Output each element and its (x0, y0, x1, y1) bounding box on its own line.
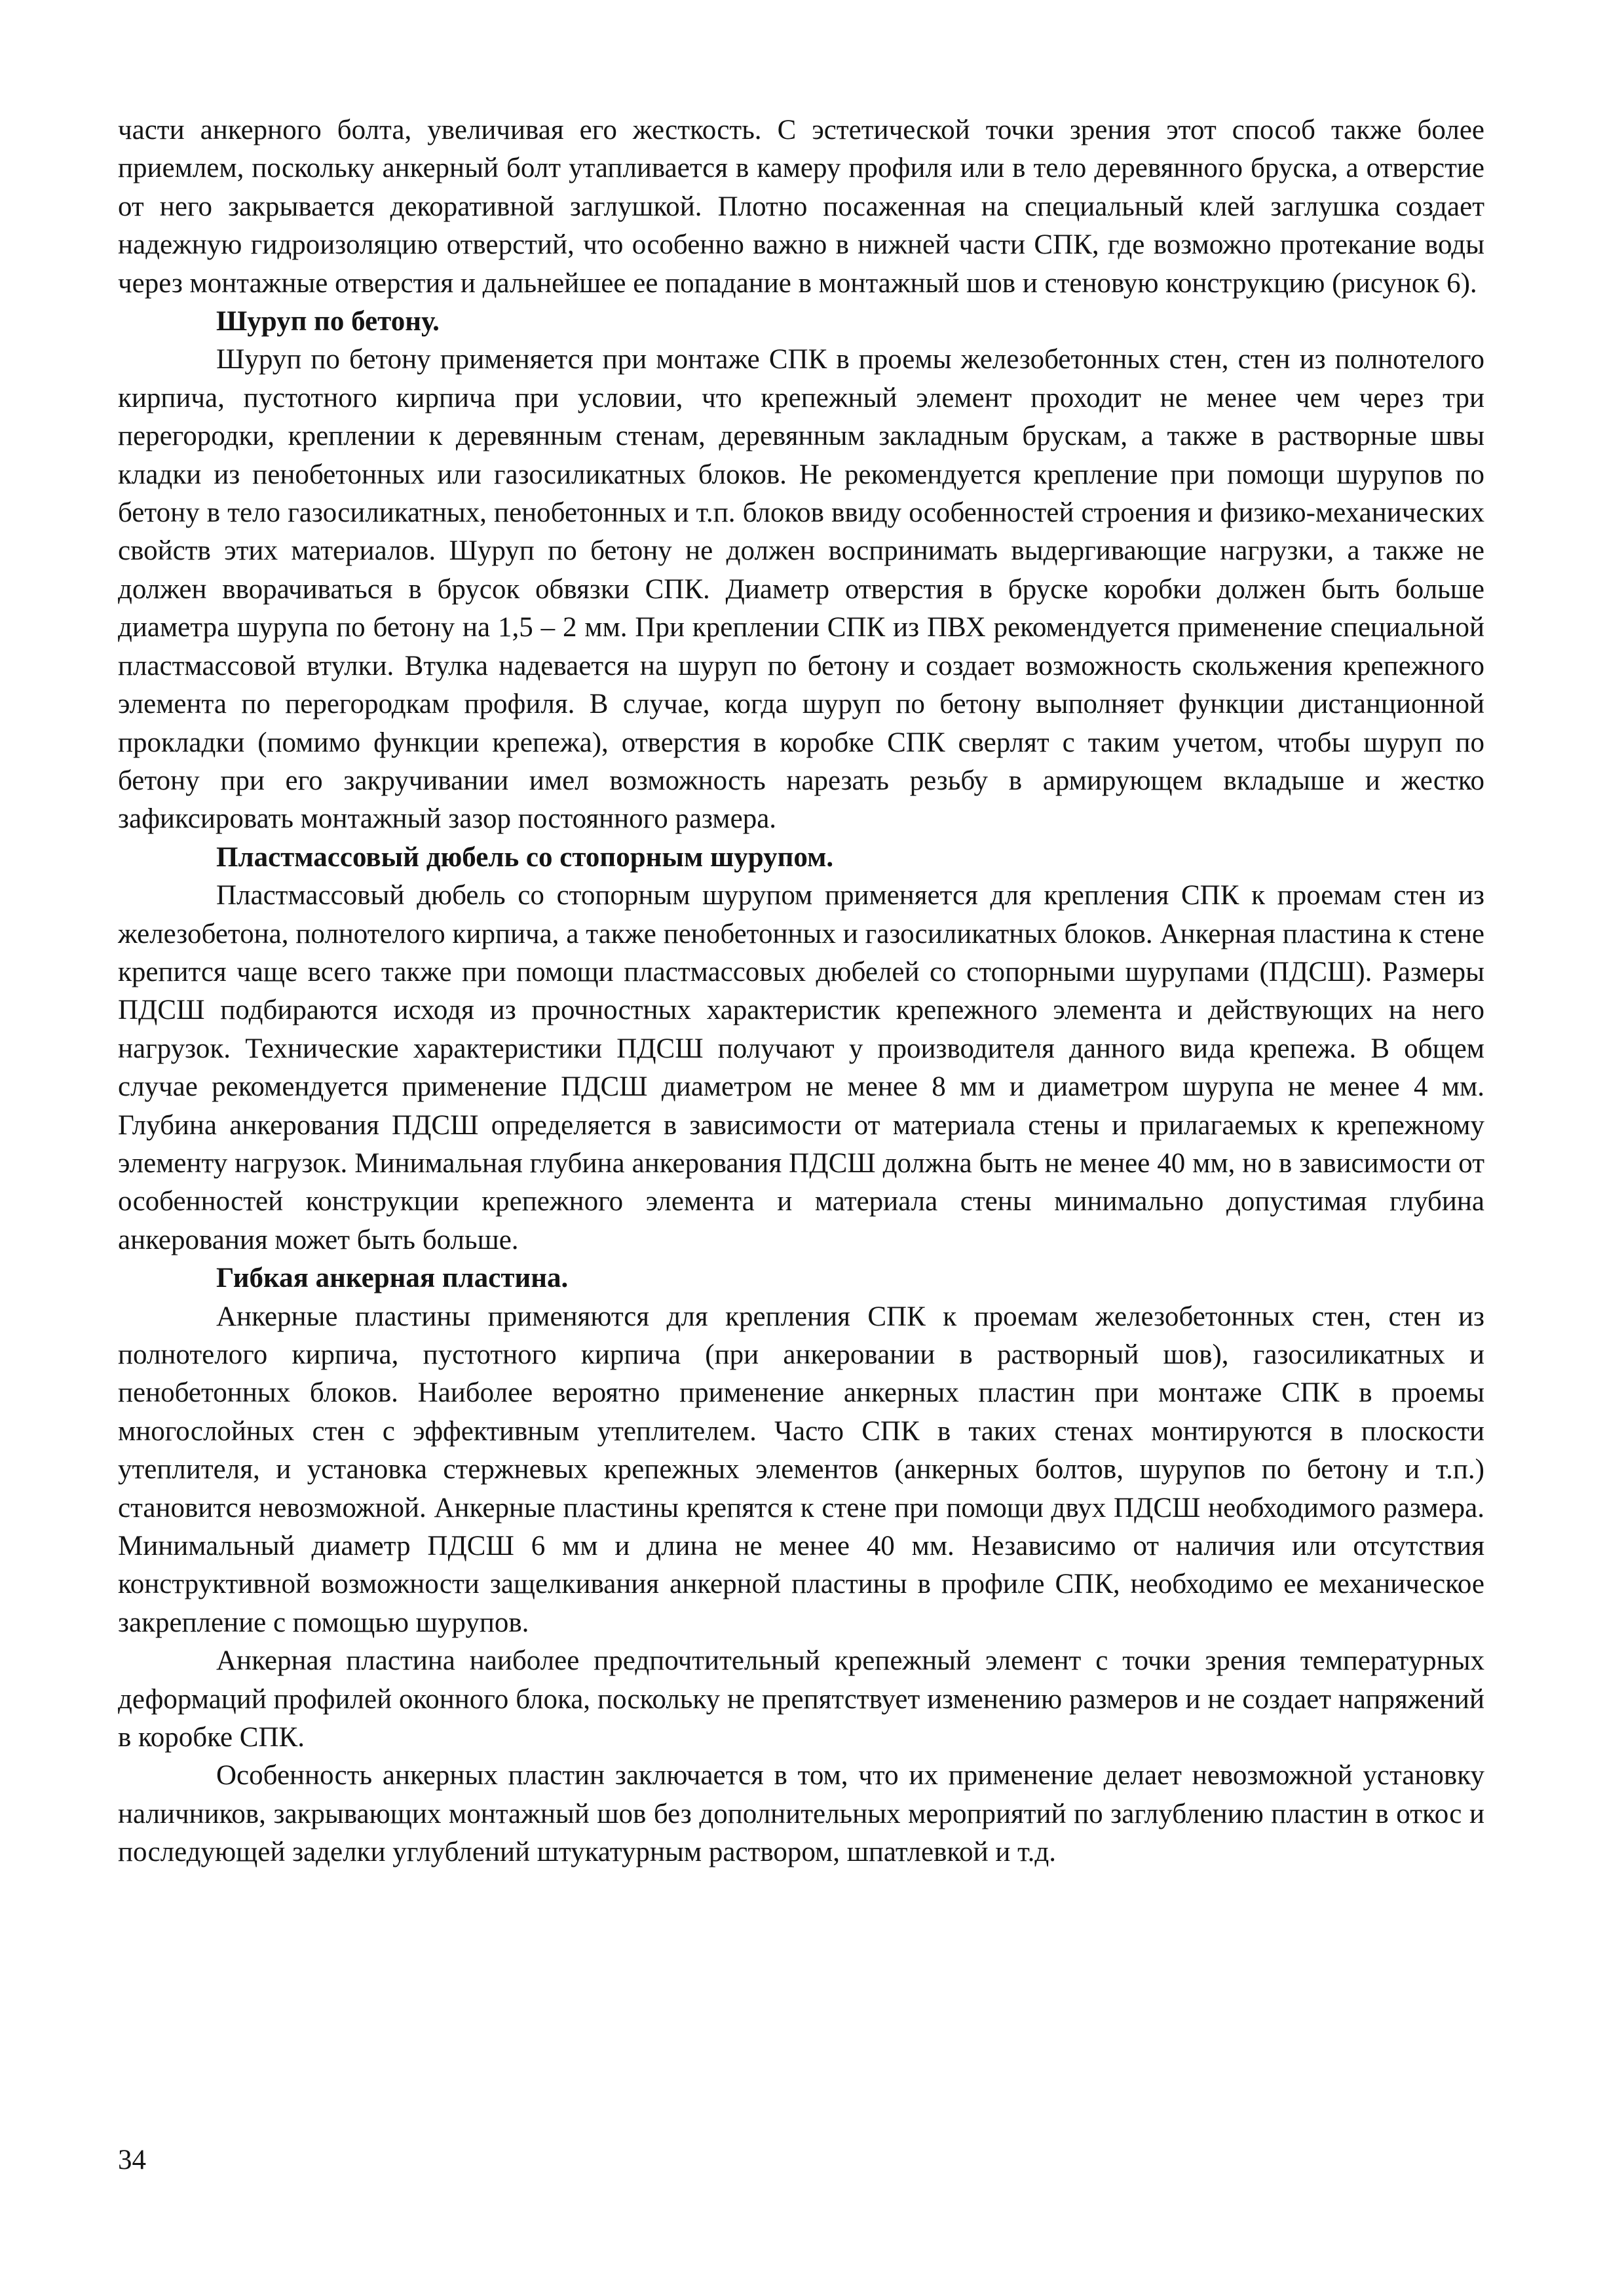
paragraph-concrete-screw: Шуруп по бетону применяется при монтаже СПК в проемы железобетонных стен, стен из полнотелого кирпича, пустотного кирпича при условии, что крепежный элемент проходит не менее чем через три перегородки, креплении к деревянным стенам, деревянным закладным брускам, а также в растворные швы кладки из пенобетонных или газосиликатных блоков. Не рекомендуется крепление при помощи шурупов по бетону в тело газосиликатных, пенобетонных и т.п. блоков ввиду особенностей строения и физико-механических свойств этих материалов. Шуруп по бетону не должен воспринимать выдергивающие нагрузки, а также не должен вворачиваться в брусок обвязки СПК. Диаметр отверстия в бруске коробки должен быть больше диаметра шурупа по бетону на 1,5 – 2 мм. При креплении СПК из ПВХ рекомендуется применение специальной пластмассовой втулки. Втулка надевается на шуруп по бетону и создает возможность скольжения крепежного элемента по перегородкам профиля. В случае, когда шуруп по бетону выполняет функции дистанционной прокладки (помимо функции крепежа), отверстия в коробке СПК сверлят с таким учетом, чтобы шуруп по бетону при его закручивании имел возможность нарезать резьбу в армирующем вкладыше и жестко зафиксировать монтажный зазор постоянного размера. (118, 344, 1484, 835)
paragraph-plastic-dowel: Пластмассовый дюбель со стопорным шурупом применяется для крепления СПК к проемам стен из железобетона, полнотелого кирпича, а также пенобетонных и газосиликатных блоков. Анкерная пластина к стене крепится чаще всего также при помощи пластмассовых дюбелей со стопорными шурупами (ПДСШ). Размеры ПДСШ подбираются исходя из прочностных характеристик крепежного элемента и действующих на него нагрузок. Технические характеристики ПДСШ получают у производителя данного вида крепежа. В общем случае рекомендуется применение ПДСШ диаметром не менее 8 мм и диаметром шурупа не менее 4 мм. Глубина анкерования ПДСШ определяется в зависимости от материала стены и прилагаемых к крепежному элементу нагрузок. Минимальная глубина анкерования ПДСШ должна быть не менее 40 мм, но в зависимости от особенностей конструкции крепежного элемента и материала стены минимально допустимая глубина анкерования может быть больше. (118, 880, 1484, 1255)
heading-concrete-screw: Шуруп по бетону. (216, 306, 440, 337)
paragraph-anchor-plate: Анкерные пластины применяются для крепления СПК к проемам железобетонных стен, стен из полнотелого кирпича, пустотного кирпича (при анкеровании в растворный шов), газосиликатных и пенобетонных блоков. Наиболее вероятно применение анкерных пластин при монтаже СПК в проемы многослойных стен с эффективным утеплителем. Часто СПК в таких стенах монтируются в плоскости утеплителя, и установка стержневых крепежных элементов (анкерных болтов, шурупов по бетону и т.п.) становится невозможной. Анкерные пластины крепятся к стене при помощи двух ПДСШ необходимого размера. Минимальный диаметр ПДСШ 6 мм и длина не менее 40 мм. Независимо от наличия или отсутствия конструктивной возможности защелкивания анкерной пластины в профиле СПК, необходимо ее механическое закрепление с помощью шурупов. (118, 1301, 1484, 1638)
paragraph-continuation: части анкерного болта, увеличивая его жесткость. С эстетической точки зрения этот способ также более приемлем, поскольку анкерный болт утапливается в камеру профиля или в тело деревянного бруска, а отверстие от него закрывается декоративной заглушкой. Плотно посаженная на специальный клей заглушка создает надежную гидроизоляцию отверстий, что особенно важно в нижней части СПК, где возможно протекание воды через монтажные отверстия и дальнейшее ее попадание в монтажный шов и стеновую конструкцию (рисунок 6). (118, 115, 1484, 299)
heading-anchor-plate: Гибкая анкерная пластина. (216, 1263, 569, 1294)
paragraph-anchor-plate-preference: Анкерная пластина наиболее предпочтительный крепежный элемент с точки зрения температурных деформаций профилей оконного блока, поскольку не препятствует изменению размеров и не создает напряжений в коробке СПК. (118, 1645, 1484, 1753)
page-body (118, 111, 1484, 1872)
page-number: 34 (118, 2145, 146, 2175)
heading-plastic-dowel: Пластмассовый дюбель со стопорным шурупом. (216, 841, 834, 873)
paragraph-anchor-plate-feature: Особенность анкерных пластин заключается в том, что их применение делает невозможной установку наличников, закрывающих монтажный шов без дополнительных мероприятий по заглублению пластин в откос и последующей заделки углублений штукатурным раствором, шпатлевкой и т.д. (118, 1760, 1484, 1868)
